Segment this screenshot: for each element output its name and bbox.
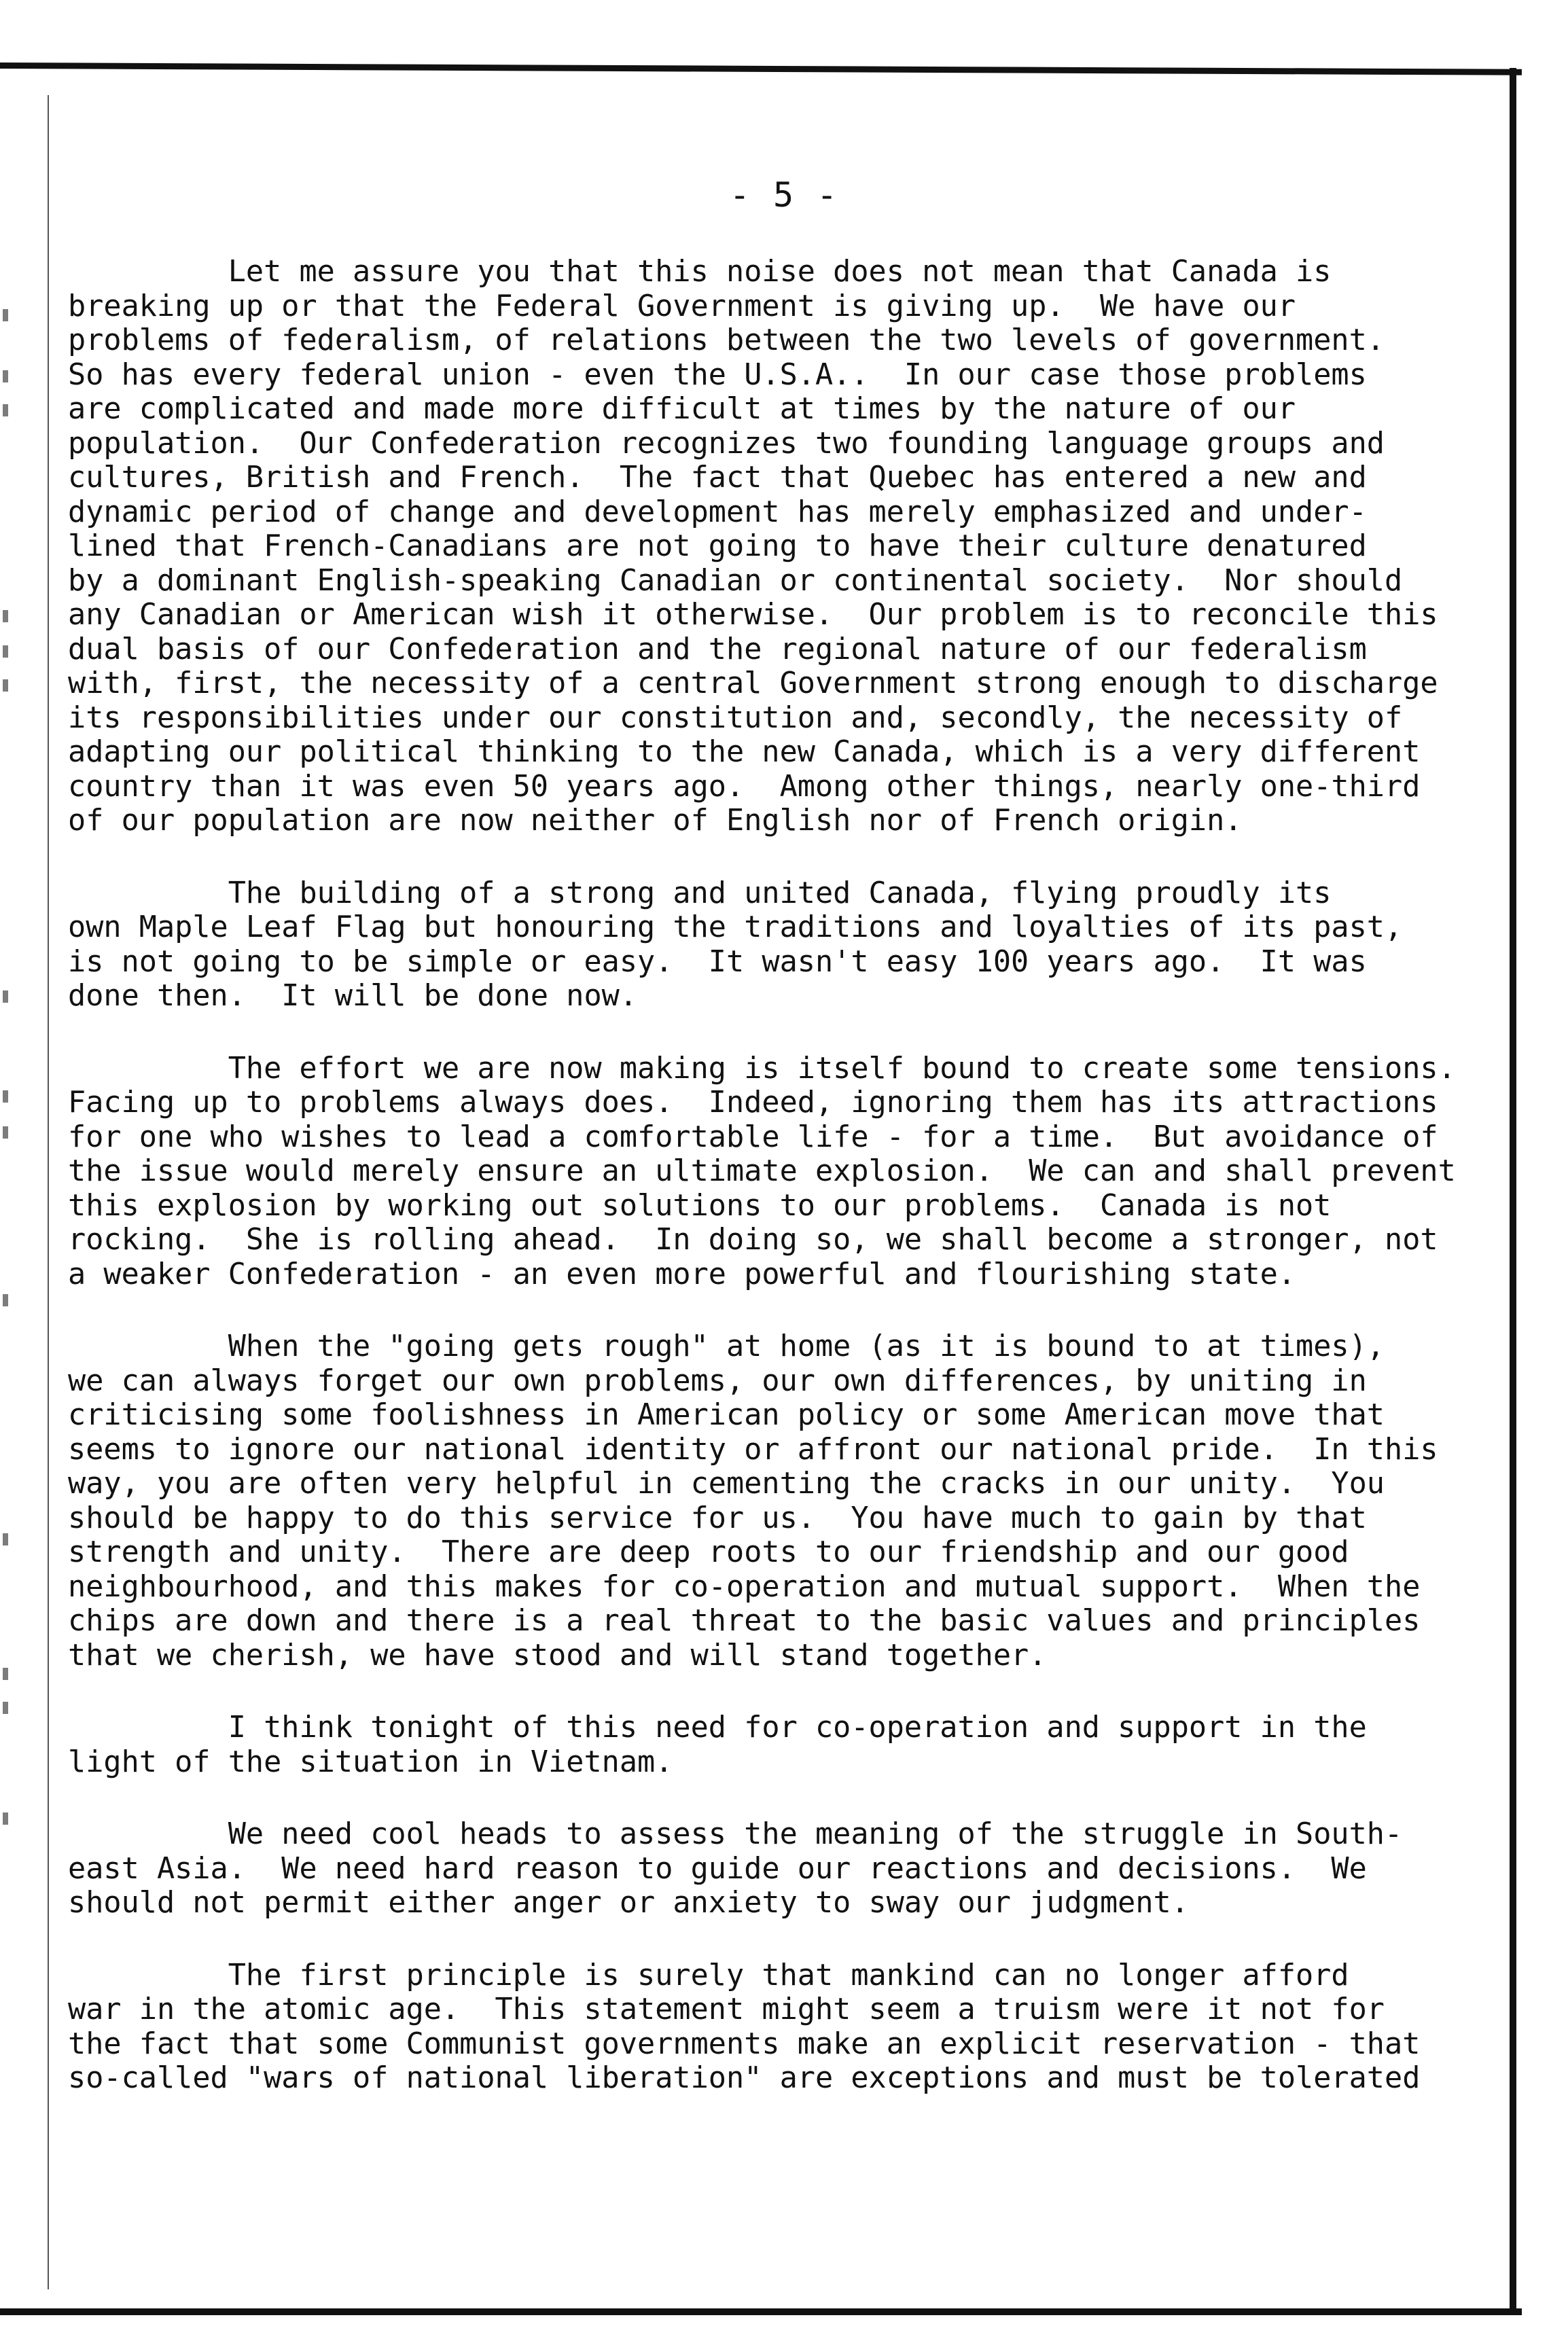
document-body	[68, 255, 1456, 2134]
text-line: own Maple Leaf Flag but honouring the traditions and loyalties of its past,	[68, 910, 1403, 944]
margin-mark	[3, 1812, 8, 1825]
text-line: this explosion by working out solutions to our problems. Canada is not	[68, 1188, 1332, 1223]
margin-mark	[3, 1533, 8, 1545]
paragraph	[68, 1817, 1427, 1920]
text-line: light of the situation in Vietnam.	[68, 1745, 673, 1779]
text-line: lined that French-Canadians are not going to have their culture denatured	[68, 529, 1367, 563]
text-line: dual basis of our Confederation and the regional nature of our federalism	[68, 632, 1367, 666]
margin-mark	[3, 309, 8, 321]
paragraph	[68, 1329, 1438, 1673]
text-line: We need cool heads to assess the meaning of the struggle in South-	[68, 1817, 1403, 1851]
text-line: should be happy to do this service for us. You have much to gain by that	[68, 1501, 1367, 1535]
text-line: for one who wishes to lead a comfortable life - for a time. But avoidance of	[68, 1120, 1438, 1154]
margin-mark	[3, 990, 8, 1003]
text-line: should not permit either anger or anxiety to sway our judgment.	[68, 1886, 1189, 1920]
text-line: breaking up or that the Federal Government is giving up. We have our	[68, 289, 1296, 323]
paragraph	[68, 876, 1427, 1014]
top-border-rule	[0, 62, 1522, 75]
text-line: rocking. She is rolling ahead. In doing so, we shall become a stronger, not	[68, 1223, 1438, 1257]
paragraph	[68, 1711, 1427, 1779]
page-number: - 5 -	[729, 175, 839, 215]
left-margin-marks	[0, 0, 27, 2341]
text-line: is not going to be simple or easy. It wasn't easy 100 years ago. It was	[68, 944, 1367, 979]
margin-mark	[3, 370, 8, 382]
text-line: we can always forget our own problems, our own differences, by uniting in	[68, 1363, 1367, 1398]
text-line: problems of federalism, of relations between the two levels of government.	[68, 323, 1385, 357]
text-line: seems to ignore our national identity or affront our national pride. In this	[68, 1432, 1438, 1467]
margin-mark	[3, 1702, 8, 1714]
bottom-border-rule	[0, 2308, 1522, 2315]
text-line: Let me assure you that this noise does not mean that Canada is	[68, 255, 1332, 289]
text-line: war in the atomic age. This statement might seem a truism were it not for	[68, 1992, 1385, 2026]
left-margin-line	[48, 95, 49, 2289]
text-line: east Asia. We need hard reason to guide our reactions and decisions. We	[68, 1851, 1367, 1886]
margin-mark	[3, 404, 8, 416]
text-line: a weaker Confederation - an even more powerful and flourishing state.	[68, 1257, 1296, 1291]
text-line: Facing up to problems always does. Indeed, ignoring them has its attractions	[68, 1086, 1438, 1120]
text-line: any Canadian or American wish it otherwise. Our problem is to reconcile this	[68, 598, 1438, 632]
text-line: So has every federal union - even the U.S.A.. In our case those problems	[68, 357, 1367, 392]
text-line: population. Our Confederation recognizes two founding language groups and	[68, 426, 1385, 461]
text-line: chips are down and there is a real threat to the basic values and principles	[68, 1604, 1421, 1638]
text-line: the issue would merely ensure an ultimate explosion. We can and shall prevent	[68, 1154, 1456, 1188]
text-line: adapting our political thinking to the new Canada, which is a very different	[68, 735, 1421, 769]
text-line: When the "going gets rough" at home (as it is bound to at times),	[68, 1329, 1385, 1363]
margin-mark	[3, 1126, 8, 1139]
text-line: way, you are often very helpful in cementing the cracks in our unity. You	[68, 1467, 1385, 1501]
text-line: are complicated and made more difficult at times by the nature of our	[68, 392, 1296, 426]
text-line: I think tonight of this need for co-operation and support in the	[68, 1711, 1367, 1745]
text-line: of our population are now neither of English nor of French origin.	[68, 804, 1243, 838]
right-border-rule	[1510, 68, 1516, 2310]
paragraph	[68, 255, 1438, 838]
text-line: that we cherish, we have stood and will stand together.	[68, 1638, 1047, 1673]
text-line: by a dominant English-speaking Canadian or continental society. Nor should	[68, 563, 1403, 598]
margin-mark	[3, 1668, 8, 1680]
margin-mark	[3, 645, 8, 658]
text-line: done then. It will be done now.	[68, 979, 638, 1013]
text-line: neighbourhood, and this makes for co-operation and mutual support. When the	[68, 1569, 1421, 1604]
text-line: The building of a strong and united Canada, flying proudly its	[68, 876, 1332, 910]
text-line: so-called "wars of national liberation" are exceptions and must be tolerated	[68, 2061, 1421, 2095]
margin-mark	[3, 610, 8, 622]
paragraph	[68, 1959, 1427, 2096]
text-line: The effort we are now making is itself bound to create some tensions.	[68, 1051, 1456, 1086]
text-line: with, first, the necessity of a central Government strong enough to discharge	[68, 666, 1438, 700]
text-line: country than it was even 50 years ago. Among other things, nearly one-third	[68, 769, 1421, 804]
text-line: its responsibilities under our constitution and, secondly, the necessity of	[68, 700, 1403, 735]
paragraph	[68, 1051, 1456, 1292]
text-line: strength and unity. There are deep roots to our friendship and our good	[68, 1535, 1349, 1569]
margin-mark	[3, 1294, 8, 1306]
text-line: cultures, British and French. The fact that Quebec has entered a new and	[68, 461, 1367, 495]
margin-mark	[3, 1090, 8, 1103]
text-line: criticising some foolishness in American policy or some American move that	[68, 1398, 1385, 1432]
margin-mark	[3, 679, 8, 692]
text-line: the fact that some Communist governments make an explicit reservation - that	[68, 2026, 1421, 2061]
text-line: dynamic period of change and development has merely emphasized and under-	[68, 495, 1367, 529]
text-line: The first principle is surely that mankind can no longer afford	[68, 1958, 1349, 1992]
